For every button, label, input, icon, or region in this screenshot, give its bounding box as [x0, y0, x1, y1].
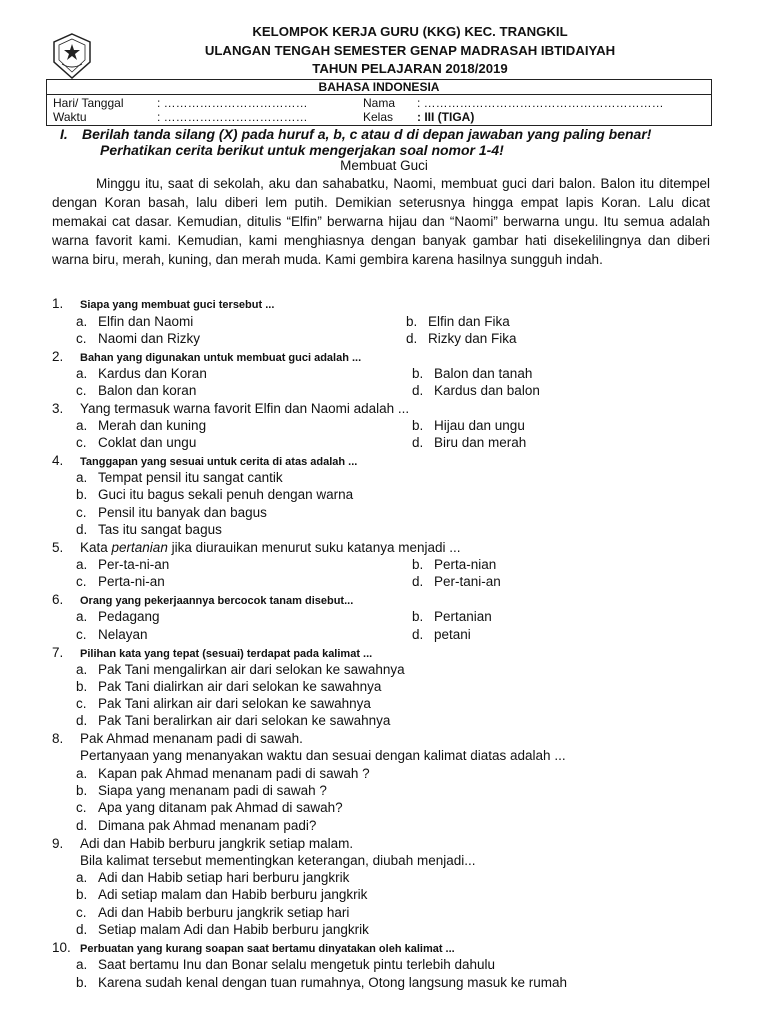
identity-box — [46, 94, 712, 126]
option-9d[interactable]: d. Setiap malam Adi dan Habib berburu jangkrik — [76, 922, 369, 937]
option-7b[interactable]: b. Pak Tani dialirkan air dari selokan ke sawahnya — [76, 679, 382, 694]
nama-field[interactable]: : …………………………………………………… — [417, 96, 664, 110]
option-1c[interactable]: c. Naomi dan Rizky — [76, 331, 201, 346]
option-7c[interactable]: c. Pak Tani alirkan air dari selokan ke sawahnya — [76, 696, 371, 711]
option-1a[interactable]: a. Elfin dan Naomi — [76, 314, 194, 329]
instruction-line-2: Perhatikan cerita berikut untuk mengerjakan soal nomor 1-4! — [100, 142, 504, 158]
question-7: 7. Pilihan kata yang tepat (sesuai) terdapat pada kalimat ... — [52, 645, 373, 660]
question-8-continuation: Pertanyaan yang menanyakan waktu dan sesuai dengan kalimat diatas adalah ... — [80, 748, 566, 763]
question-1: 1. Siapa yang membuat guci tersebut ... — [52, 296, 275, 311]
option-10b[interactable]: b. Karena sudah kenal dengan tuan rumahnya, Otong langsung masuk ke rumah — [76, 975, 568, 990]
story-title: Membuat Guci — [340, 158, 428, 173]
option-8d[interactable]: d. Dimana pak Ahmad menanam padi? — [76, 818, 317, 833]
waktu-field[interactable]: : ……………………………… — [157, 110, 308, 124]
question-2: 2. Bahan yang digunakan untuk membuat guci adalah ... — [52, 349, 362, 364]
question-9-continuation: Bila kalimat tersebut mementingkan keterangan, diubah menjadi... — [80, 853, 476, 868]
hari-field[interactable]: : ……………………………… — [157, 96, 308, 110]
header-line-year: TAHUN PELAJARAN 2018/2019 — [312, 61, 508, 76]
option-2d[interactable]: d. Kardus dan balon — [412, 383, 540, 398]
option-9a[interactable]: a. Adi dan Habib setiap hari berburu jangkrik — [76, 870, 350, 885]
option-7a[interactable]: a. Pak Tani mengalirkan air dari selokan ke sawahnya — [76, 662, 405, 677]
option-9b[interactable]: b. Adi setiap malam dan Habib berburu jangkrik — [76, 887, 368, 902]
kelas-field: : III (TIGA) — [417, 110, 475, 124]
option-5b[interactable]: b. Perta-nian — [412, 557, 497, 572]
ministry-emblem-logo — [50, 32, 94, 80]
option-3d[interactable]: d. Biru dan merah — [412, 435, 527, 450]
waktu-label: Waktu — [53, 110, 87, 124]
story-paragraph: Minggu itu, saat di sekolah, aku dan sahabatku, Naomi, membuat guci dari balon. Balon itu ditempel dengan Koran basah, lalu diberi lem putih. Demikian seterusnya hingga empat lapis Koran. Lalu dicat memakai cat dasar. Kemudian, ditulis “Elfin” berwarna hijau dan “Naomi” berwarna ungu. Itu semua adalah warna favorit kami. Kemudian, kami menghiasnya dengan banyak gambar hati disekelilingnya dan diberi warna biru, merah, kuning, dan merah muda. Kami gembira karena hasilnya sungguh indah. — [52, 176, 710, 267]
question-4: 4. Tanggapan yang sesuai untuk cerita di atas adalah ... — [52, 453, 358, 468]
option-2b[interactable]: b. Balon dan tanah — [412, 366, 533, 381]
kelas-label: Kelas — [363, 110, 394, 124]
question-9: 9. Adi dan Habib berburu jangkrik setiap malam. — [52, 836, 354, 851]
option-5d[interactable]: d. Per-tani-an — [412, 574, 501, 589]
option-3a[interactable]: a. Merah dan kuning — [76, 418, 207, 433]
option-6d[interactable]: d. petani — [412, 627, 471, 642]
nama-label: Nama — [363, 96, 396, 110]
option-10a[interactable]: a. Saat bertamu Inu dan Bonar selalu mengetuk pintu terlebih dahulu — [76, 957, 496, 972]
question-6: 6. Orang yang pekerjaannya bercocok tanam disebut... — [52, 592, 354, 607]
option-2c[interactable]: c. Balon dan koran — [76, 383, 197, 398]
option-3b[interactable]: b. Hijau dan ungu — [412, 418, 525, 433]
option-6c[interactable]: c. Nelayan — [76, 627, 148, 642]
option-6b[interactable]: b. Pertanian — [412, 609, 492, 624]
question-10: 10. Perbuatan yang kurang soapan saat bertamu dinyatakan oleh kalimat ... — [52, 940, 455, 955]
option-1d[interactable]: d. Rizky dan Fika — [406, 331, 517, 346]
option-4d[interactable]: d. Tas itu sangat bagus — [76, 522, 222, 537]
option-4c[interactable]: c. Pensil itu banyak dan bagus — [76, 505, 267, 520]
option-9c[interactable]: c. Adi dan Habib berburu jangkrik setiap hari — [76, 905, 350, 920]
option-8a[interactable]: a. Kapan pak Ahmad menanam padi di sawah ? — [76, 766, 370, 781]
instruction-line-1: Berilah tanda silang (X) pada huruf a, b, c atau d di depan jawaban yang paling benar! — [82, 126, 652, 142]
story-text — [52, 174, 710, 269]
subject-title: BAHASA INDONESIA — [46, 79, 712, 94]
question-5: 5. Kata pertanian jika diurauikan menurut suku katanya menjadi ... — [52, 540, 461, 555]
option-5c[interactable]: c. Perta-ni-an — [76, 574, 165, 589]
question-3: 3. Yang termasuk warna favorit Elfin dan Naomi adalah ... — [52, 401, 410, 416]
option-6a[interactable]: a. Pedagang — [76, 609, 160, 624]
option-8c[interactable]: c. Apa yang ditanam pak Ahmad di sawah? — [76, 800, 343, 815]
option-4a[interactable]: a. Tempat pensil itu sangat cantik — [76, 470, 283, 485]
option-5a[interactable]: a. Per-ta-ni-an — [76, 557, 170, 572]
question-8: 8. Pak Ahmad menanam padi di sawah. — [52, 731, 303, 746]
option-4b[interactable]: b. Guci itu bagus sekali penuh dengan warna — [76, 487, 354, 502]
option-7d[interactable]: d. Pak Tani beralirkan air dari selokan ke sawahnya — [76, 713, 391, 728]
section-number: I. — [60, 126, 68, 142]
option-2a[interactable]: a. Kardus dan Koran — [76, 366, 207, 381]
header-line-exam: ULANGAN TENGAH SEMESTER GENAP MADRASAH IBTIDAIYAH — [204, 43, 616, 58]
option-1b[interactable]: b. Elfin dan Fika — [406, 314, 510, 329]
option-8b[interactable]: b. Siapa yang menanam padi di sawah ? — [76, 783, 327, 798]
hari-label: Hari/ Tanggal — [53, 96, 124, 110]
header-line-kkg: KELOMPOK KERJA GURU (KKG) KEC. TRANGKIL — [252, 24, 568, 39]
option-3c[interactable]: c. Coklat dan ungu — [76, 435, 197, 450]
